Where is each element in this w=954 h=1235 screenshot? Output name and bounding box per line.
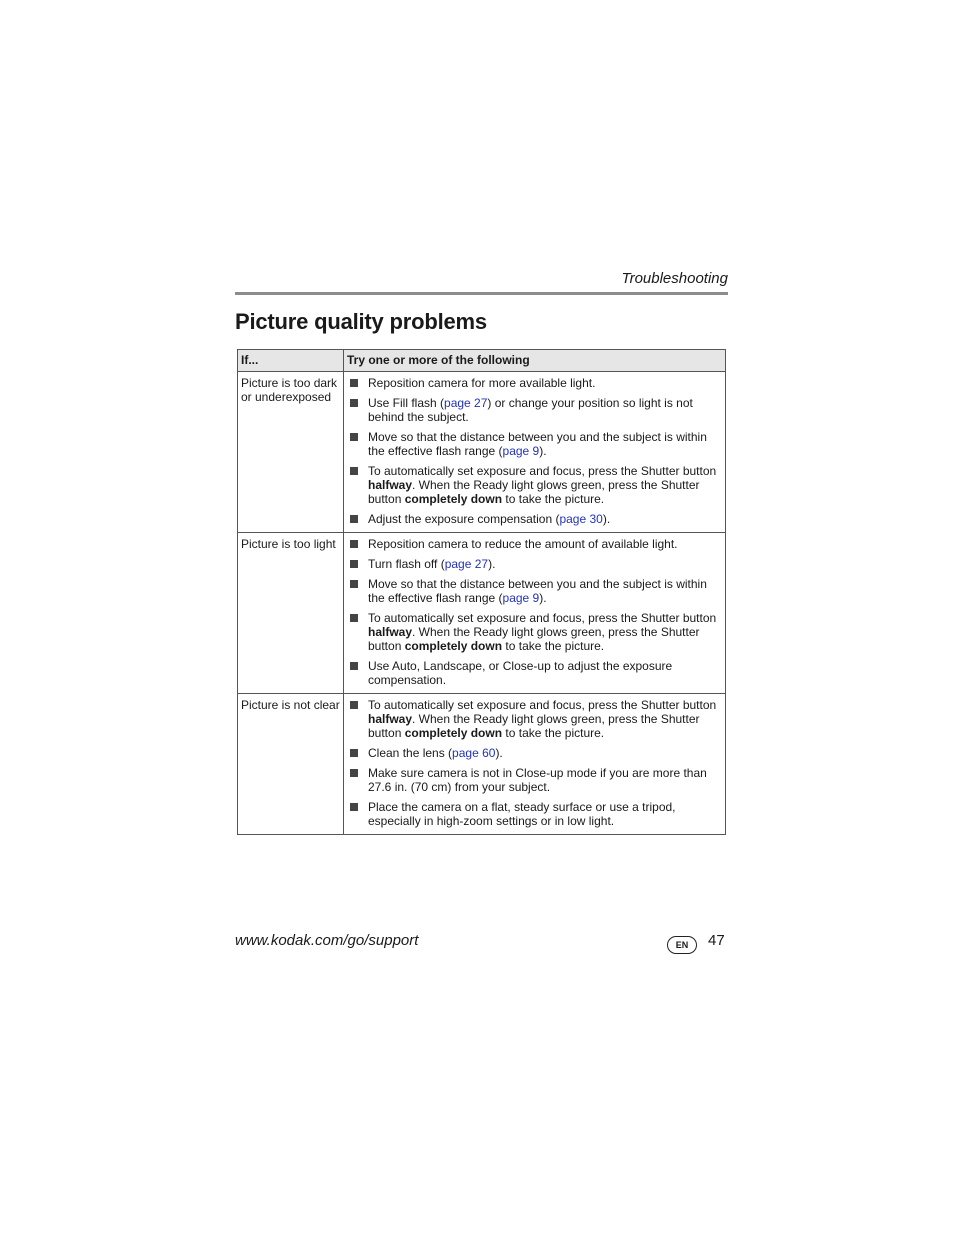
page-link[interactable]: page 27 (444, 396, 488, 410)
item-text: Make sure camera is not in Close-up mode if you are more than 27.6 in. (70 cm) from your subject. (368, 766, 707, 794)
table-row (238, 694, 726, 835)
language-badge: EN (667, 936, 697, 954)
emphasis-text: completely down (404, 639, 503, 653)
solution-list (347, 537, 720, 687)
square-bullet-icon (350, 515, 358, 523)
list-item (347, 698, 720, 740)
header-rule (235, 292, 728, 295)
item-text: Turn flash off ( (368, 557, 445, 571)
item-text: ). (539, 444, 547, 458)
item-text: Adjust the exposure compensation ( (368, 512, 560, 526)
item-text: Use Fill flash ( (368, 396, 445, 410)
table-row (238, 372, 726, 533)
page-link[interactable]: page 9 (502, 444, 540, 458)
square-bullet-icon (350, 749, 358, 757)
item-text: Place the camera on a flat, steady surface or use a tripod, especially in high-zoom settings or in low light. (368, 800, 676, 828)
solutions-cell (344, 533, 726, 694)
condition-cell: Picture is too light (238, 533, 344, 694)
square-bullet-icon (350, 769, 358, 777)
list-item (347, 464, 720, 506)
item-text: . When the Ready light glows green, press the Shutter button (368, 625, 700, 653)
emphasis-text: completely down (404, 492, 503, 506)
column-header-try: Try one or more of the following (344, 350, 726, 372)
square-bullet-icon (350, 701, 358, 709)
page-link[interactable]: page 9 (502, 591, 540, 605)
table-row (238, 533, 726, 694)
condition-cell: Picture is not clear (238, 694, 344, 835)
list-item (347, 396, 720, 424)
item-text: To automatically set exposure and focus, press the Shutter button (368, 464, 717, 478)
item-text: Move so that the distance between you and the subject is within the effective flash range ( (368, 430, 707, 458)
item-text: to take the picture. (502, 639, 605, 653)
solution-list (347, 376, 720, 526)
page-title: Picture quality problems (235, 309, 487, 334)
list-item (347, 512, 720, 526)
square-bullet-icon (350, 580, 358, 588)
list-item (347, 800, 720, 828)
item-text: ). (602, 512, 611, 526)
solution-list (347, 698, 720, 828)
condition-cell: Picture is too dark or underexposed (238, 372, 344, 533)
list-item (347, 577, 720, 605)
list-item (347, 766, 720, 794)
square-bullet-icon (350, 614, 358, 622)
item-text: ). (488, 557, 496, 571)
item-text: Use Auto, Landscape, or Close-up to adjust the exposure compensation. (368, 659, 673, 687)
solutions-cell (344, 694, 726, 835)
list-item (347, 659, 720, 687)
item-text: ). (539, 591, 547, 605)
item-text: to take the picture. (502, 726, 605, 740)
list-item (347, 557, 720, 571)
support-url[interactable]: www.kodak.com/go/support (235, 932, 419, 949)
table-body (238, 372, 726, 835)
table-header-row (238, 350, 726, 372)
list-item (347, 611, 720, 653)
item-text: . When the Ready light glows green, press the Shutter button (368, 478, 700, 506)
square-bullet-icon (350, 540, 358, 548)
section-label: Troubleshooting (621, 270, 728, 287)
emphasis-text: halfway (368, 712, 413, 726)
item-text: To automatically set exposure and focus, press the Shutter button (368, 698, 717, 712)
item-text: ). (495, 746, 503, 760)
item-text: To automatically set exposure and focus, press the Shutter button (368, 611, 717, 625)
list-item (347, 376, 720, 390)
list-item (347, 746, 720, 760)
item-text: to take the picture. (502, 492, 605, 506)
item-text: Move so that the distance between you and the subject is within the effective flash range ( (368, 577, 707, 605)
emphasis-text: halfway (368, 478, 413, 492)
item-text: ) or change your position so light is not behind the subject. (368, 396, 693, 424)
square-bullet-icon (350, 560, 358, 568)
item-text: Reposition camera to reduce the amount of available light. (368, 537, 678, 551)
page-number: 47 (708, 932, 725, 949)
emphasis-text: halfway (368, 625, 413, 639)
item-text: Reposition camera for more available light. (368, 376, 596, 390)
page-link[interactable]: page 60 (452, 746, 496, 760)
list-item (347, 430, 720, 458)
square-bullet-icon (350, 467, 358, 475)
solutions-cell (344, 372, 726, 533)
item-text: Clean the lens ( (368, 746, 453, 760)
square-bullet-icon (350, 379, 358, 387)
item-text: . When the Ready light glows green, press the Shutter button (368, 712, 700, 740)
square-bullet-icon (350, 662, 358, 670)
emphasis-text: completely down (404, 726, 503, 740)
page-link[interactable]: page 27 (444, 557, 489, 571)
list-item (347, 537, 720, 551)
column-header-if: If... (238, 350, 344, 372)
square-bullet-icon (350, 803, 358, 811)
troubleshooting-table (237, 349, 726, 835)
square-bullet-icon (350, 433, 358, 441)
page-link[interactable]: page 30 (559, 512, 603, 526)
square-bullet-icon (350, 399, 358, 407)
